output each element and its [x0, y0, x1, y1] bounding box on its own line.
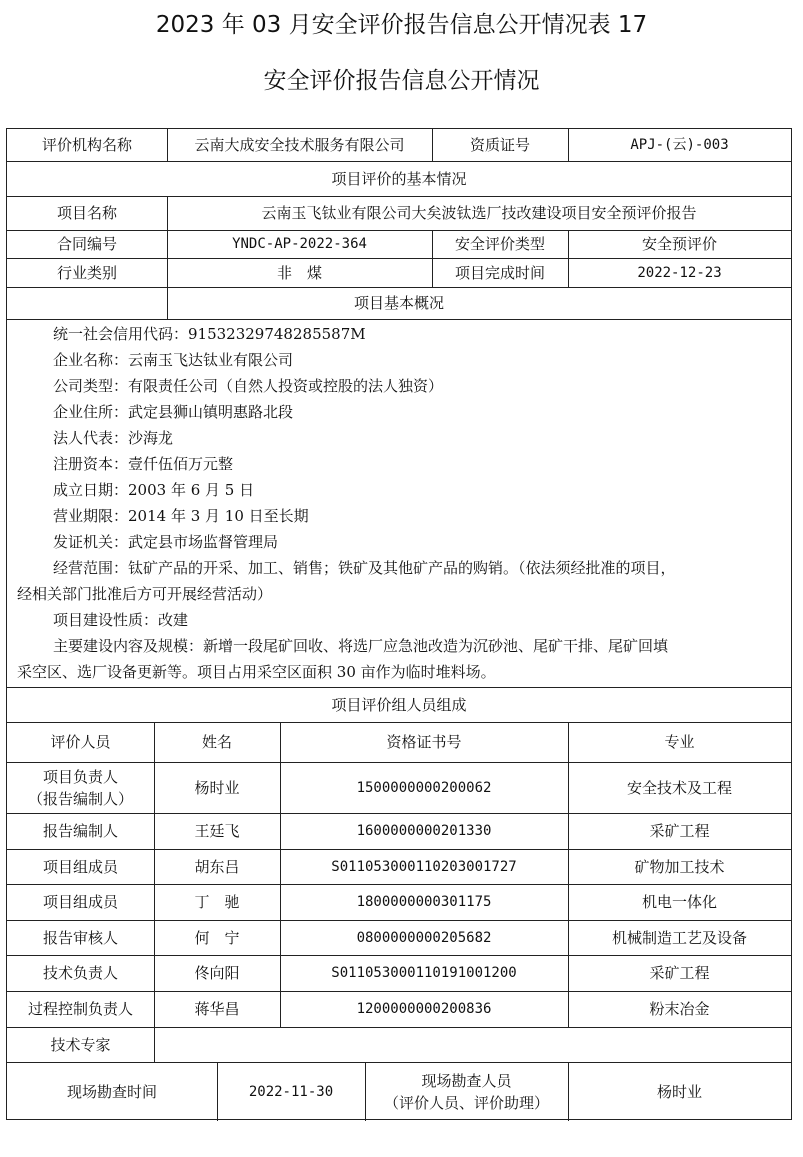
overview-line: 成立日期：2003 年 6 月 5 日 — [53, 481, 255, 499]
overview-line: 发证机关：武定县市场监督管理局 — [53, 533, 279, 551]
technical-expert-label: 技术专家 — [50, 1035, 111, 1054]
survey-people-label-line: 现场勘查人员 — [421, 1071, 512, 1090]
table-row-role: 报告审核人 — [42, 928, 118, 947]
business-scope-line: 经相关部门批准后方可开展经营活动） — [17, 585, 273, 603]
overview-line: 统一社会信用代码：91532329748285587M — [53, 325, 366, 343]
role-line: （报告编制人） — [27, 789, 133, 808]
survey-time-label: 现场勘查时间 — [66, 1082, 157, 1101]
overview-line: 公司类型：有限责任公司（自然人投资或控股的法人独资） — [53, 377, 444, 395]
member-cert: 1500000000200062 — [356, 779, 492, 796]
construction-content-line: 主要建设内容及规模：新增一段尾矿回收、将选厂应急池改造为沉砂池、尾矿干排、尾矿回填 — [53, 637, 669, 655]
document-subtitle: 安全评价报告信息公开情况 — [263, 68, 540, 94]
member-name: 何 宁 — [194, 928, 240, 947]
survey-time-value: 2022-11-30 — [248, 1083, 334, 1100]
survey-people-value: 杨时业 — [656, 1082, 702, 1101]
completion-time-value: 2022-12-23 — [637, 264, 722, 281]
table-row-role: 项目组成员 — [42, 857, 118, 876]
member-name: 蒋华昌 — [194, 1000, 240, 1018]
table-row-role — [7, 762, 154, 813]
overview-text — [17, 321, 783, 685]
member-major: 安全技术及工程 — [626, 778, 732, 797]
info-table — [6, 128, 792, 1120]
project-name-value: 云南玉飞钛业有限公司大矣波钛选厂技改建设项目安全预评价报告 — [261, 204, 697, 222]
member-name: 王廷飞 — [194, 822, 240, 840]
table-row-role: 项目组成员 — [42, 893, 118, 911]
member-cert: 1600000000201330 — [356, 823, 492, 839]
member-name: 杨时业 — [194, 778, 240, 797]
team-header-name: 姓名 — [201, 733, 232, 751]
team-header-major: 专业 — [664, 733, 695, 751]
overview-line: 企业住所：武定县狮山镇明惠路北段 — [53, 403, 294, 421]
cert-no-label: 资质证号 — [469, 136, 530, 154]
business-scope-line: 经营范围：钛矿产品的开采、加工、销售；铁矿及其他矿产品的购销。（依法须经批准的项目， — [53, 559, 676, 577]
overview-line: 企业名称：云南玉飞达钛业有限公司 — [53, 351, 294, 369]
member-major: 采矿工程 — [649, 822, 710, 840]
member-cert: 0800000000205682 — [356, 929, 492, 946]
overview-line: 注册资本：壹仟伍佰万元整 — [53, 455, 234, 473]
evaluation-type-label: 安全评价类型 — [454, 235, 545, 253]
team-header-role: 评价人员 — [50, 733, 111, 751]
overview-line: 营业期限：2014 年 3 月 10 日至长期 — [53, 507, 309, 525]
member-major: 矿物加工技术 — [634, 857, 725, 876]
member-major: 采矿工程 — [649, 964, 710, 982]
industry-value: 非 煤 — [276, 263, 322, 282]
table-row-role: 技术负责人 — [42, 964, 118, 982]
industry-label: 行业类别 — [56, 263, 117, 282]
member-major: 机电一体化 — [641, 893, 717, 911]
member-name: 丁 驰 — [194, 893, 240, 911]
role-line: 项目负责人 — [42, 767, 118, 786]
member-major: 机械制造工艺及设备 — [611, 928, 747, 947]
contract-no-value: YNDC-AP-2022-364 — [232, 236, 367, 252]
member-cert: 1800000000301175 — [356, 894, 492, 910]
overview-section-header: 项目基本概况 — [353, 294, 444, 312]
completion-time-label: 项目完成时间 — [454, 263, 545, 282]
basic-info-section-header: 项目评价的基本情况 — [331, 169, 467, 188]
survey-people-label-line: （评价人员、评价助理） — [383, 1093, 549, 1112]
table-row-role: 报告编制人 — [42, 822, 118, 840]
contract-no-label: 合同编号 — [56, 235, 117, 253]
member-name: 佟向阳 — [194, 964, 240, 982]
org-name-value: 云南大成安全技术服务有限公司 — [194, 136, 405, 154]
construction-nature: 项目建设性质：改建 — [53, 611, 189, 629]
survey-people-label — [365, 1062, 568, 1121]
document-title: 2023 年 03 月安全评价报告信息公开情况表 17 — [155, 12, 648, 38]
member-name: 胡东吕 — [194, 857, 240, 876]
team-header-cert: 资格证书号 — [386, 733, 462, 751]
member-major: 粉末冶金 — [649, 1000, 710, 1018]
org-name-label: 评价机构名称 — [41, 136, 132, 154]
overview-line: 法人代表：沙海龙 — [53, 429, 174, 447]
member-cert: S011053000110203001727 — [331, 858, 517, 875]
table-row-role: 过程控制负责人 — [27, 1000, 133, 1018]
evaluation-type-value: 安全预评价 — [641, 235, 717, 253]
cert-no-value: APJ-(云)-003 — [630, 137, 729, 153]
member-cert: 1200000000200836 — [356, 1001, 492, 1017]
member-cert: S011053000110191001200 — [331, 965, 517, 981]
construction-content-line: 采空区、选厂设备更新等。项目占用采空区面积 30 亩作为临时堆料场。 — [17, 663, 496, 681]
team-section-header: 项目评价组人员组成 — [331, 695, 467, 714]
project-name-label: 项目名称 — [56, 204, 117, 222]
